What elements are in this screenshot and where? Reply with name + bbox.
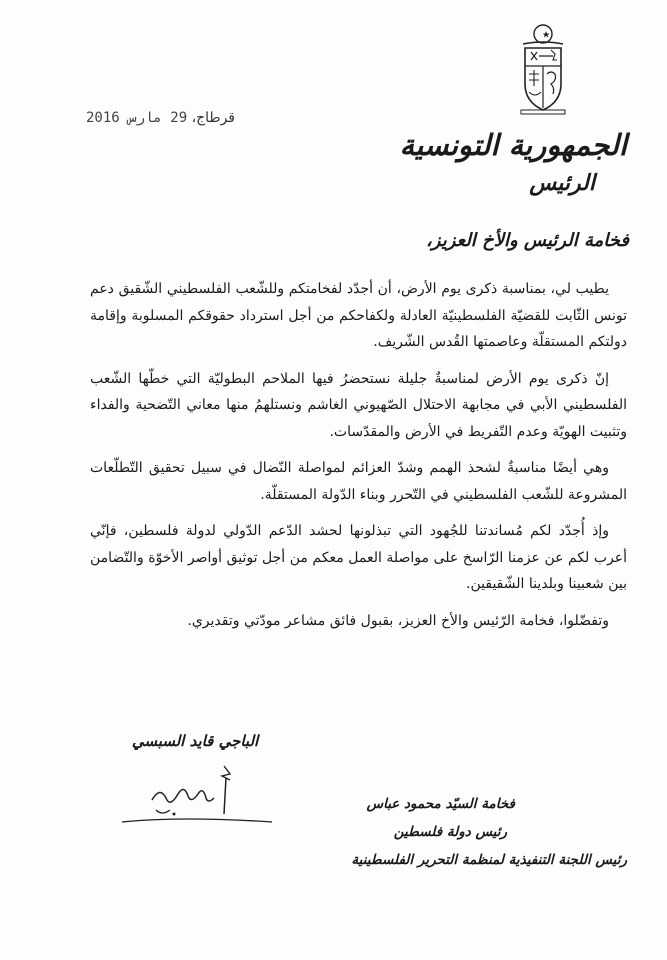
- letter-body: [90, 276, 627, 644]
- date-line: [86, 110, 286, 126]
- recipient-line: رئيس اللجنة التنفيذية لمنظمة التحرير الفلسطينية: [351, 852, 627, 868]
- signatory-name: الباجي قايد السبسي: [131, 732, 259, 750]
- body-paragraph: وإذ أُجدّد لكم مُساندتنا للجُهود التي تبذلونها لحشد الدّعم الدّولي لدولة فلسطين، فإنّي أعرب لكم عن عزمنا الرّاسخ على مواصلة العمل معكم من أجل توثيق أواصر الأخوّة والتّضامن بين شعبينا وبلدينا الشّقيقين.: [90, 523, 627, 592]
- recipient-line: فخامة السيّد محمود عباس: [366, 796, 515, 812]
- handwritten-signature-icon: [112, 752, 282, 832]
- recipient-line: رئيس دولة فلسطين: [393, 824, 507, 840]
- body-paragraph: يطيب لي، بمناسبة ذكرى يوم الأرض، أن أجدّد لفخامتكم وللشّعب الفلسطيني الشّقيق دعم تونس الثّابت للقضيّة الفلسطينيّة العادلة ولكفاحكم من أجل استرداد حقوقكم المسلوبة وإقامة دولتكم المستقلّة وعاصمتها القُدس الشّريف.: [90, 281, 627, 350]
- date-stamp: 29 مارس 2016: [86, 110, 188, 126]
- recipient-block: [327, 790, 627, 874]
- date-prefix: قرطاج،: [191, 110, 235, 126]
- body-paragraph: إنّ ذكرى يوم الأرض لمناسبةٌ جليلة نستحضرُ فيها الملاحم البطوليّة التي خطّها الشّعب الفلسطيني الأبي في مجابهة الاحتلال الصّهيوني الغاشم ونستلهمُ منها معاني التّضحية والفداء وتثبيت الهويّة وعدم التّفريط في الأرض والمقدّسات.: [90, 370, 627, 440]
- salutation: فخامة الرئيس والأخ العزيز،: [425, 230, 629, 251]
- body-paragraph: وهي أيضًا مناسبةٌ لشحذ الهمم وشدّ العزائم لمواصلة النّضال في سبيل تحقيق التّطلّعات المشروعة للشّعب الفلسطيني في التّحرر وبناء الدّولة المستقلّة.: [90, 460, 627, 503]
- president-title: الرئيس: [529, 170, 595, 196]
- closing-line: وتفضّلوا، فخامة الرّئيس والأخ العزيز، بقبول فائق مشاعر مودّتي وتقديري.: [187, 612, 609, 629]
- republic-heading: الجمهورية التونسية: [399, 128, 627, 162]
- tunisia-coat-of-arms-icon: [517, 22, 569, 116]
